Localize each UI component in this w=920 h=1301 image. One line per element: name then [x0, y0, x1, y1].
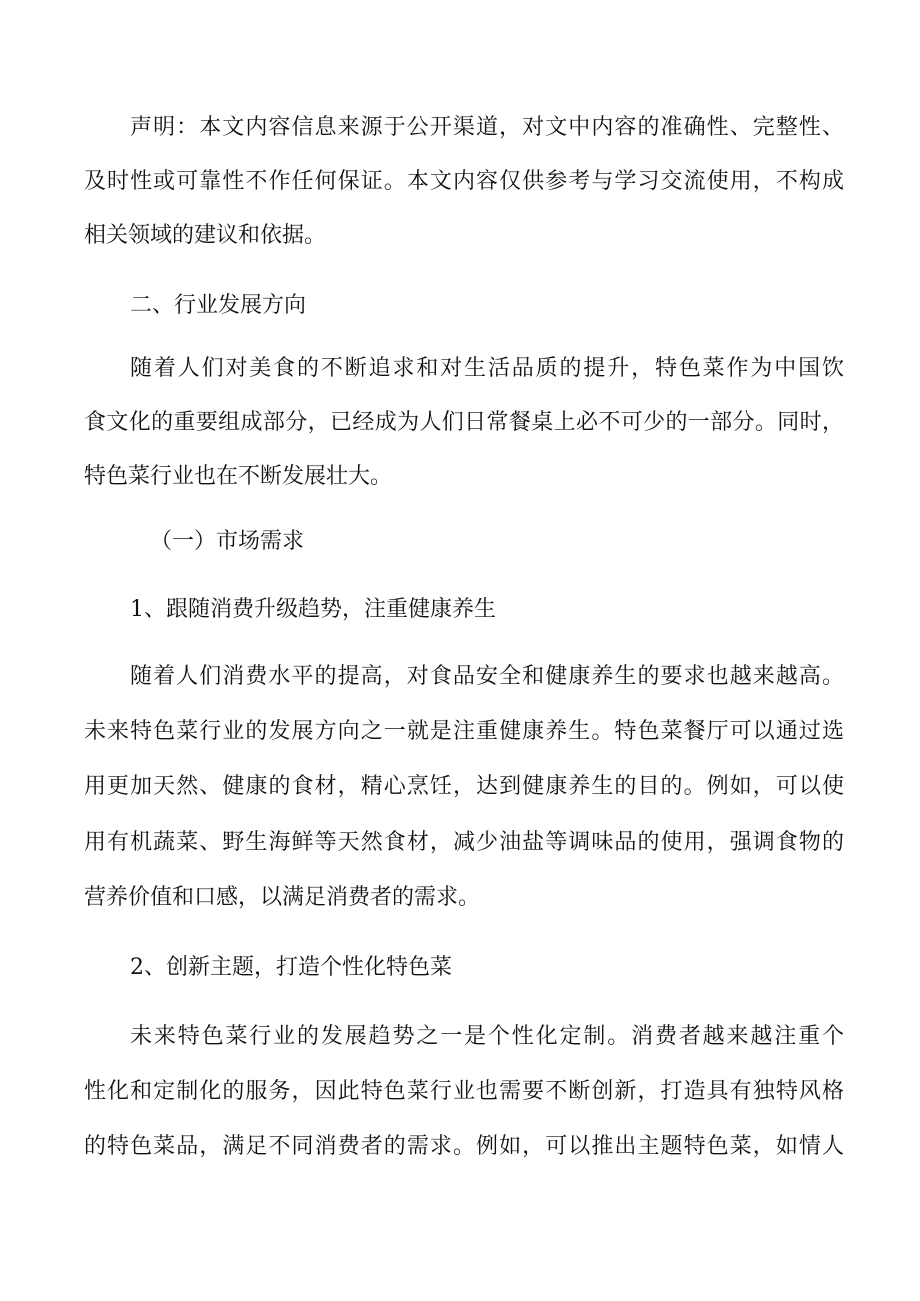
- item2-heading: 2、创新主题，打造个性化特色菜: [130, 955, 452, 980]
- intro-line-2: 食文化的重要组成部分，已经成为人们日常餐桌上必不可少的一部分。同时，: [84, 410, 844, 435]
- section-heading: 二、行业发展方向: [130, 293, 307, 318]
- item2-line-2: 性化和定制化的服务，因此特色菜行业也需要不断创新，打造具有独特风格: [84, 1079, 844, 1104]
- item1-line-2: 未来特色菜行业的发展方向之一就是注重健康养生。特色菜餐厅可以通过选: [84, 719, 844, 744]
- item1-line-1: 随着人们消费水平的提高，对食品安全和健康养生的要求也越来越高。: [130, 664, 844, 689]
- subsection-heading: （一）市场需求: [150, 529, 305, 554]
- item1-heading: 1、跟随消费升级趋势，注重健康养生: [130, 597, 496, 622]
- item2-line-3: 的特色菜品，满足不同消费者的需求。例如，可以推出主题特色菜，如情人: [84, 1134, 844, 1159]
- intro-line-1: 随着人们对美食的不断追求和对生活品质的提升，特色菜作为中国饮: [130, 356, 844, 381]
- disclaimer-line-3: 相关领域的建议和依据。: [84, 223, 327, 248]
- disclaimer-line-2: 及时性或可靠性不作任何保证。本文内容仅供参考与学习交流使用，不构成: [84, 169, 844, 194]
- item1-line-3: 用更加天然、健康的食材，精心烹饪，达到健康养生的目的。例如，可以使: [84, 774, 844, 799]
- item2-line-1: 未来特色菜行业的发展趋势之一是个性化定制。消费者越来越注重个: [130, 1024, 844, 1049]
- intro-line-3: 特色菜行业也在不断发展壮大。: [84, 464, 393, 489]
- item1-line-4: 用有机蔬菜、野生海鲜等天然食材，减少油盐等调味品的使用，强调食物的: [84, 830, 844, 855]
- disclaimer-line-1: 声明：本文内容信息来源于公开渠道，对文中内容的准确性、完整性、: [130, 115, 844, 140]
- item1-line-5: 营养价值和口感，以满足消费者的需求。: [84, 885, 481, 910]
